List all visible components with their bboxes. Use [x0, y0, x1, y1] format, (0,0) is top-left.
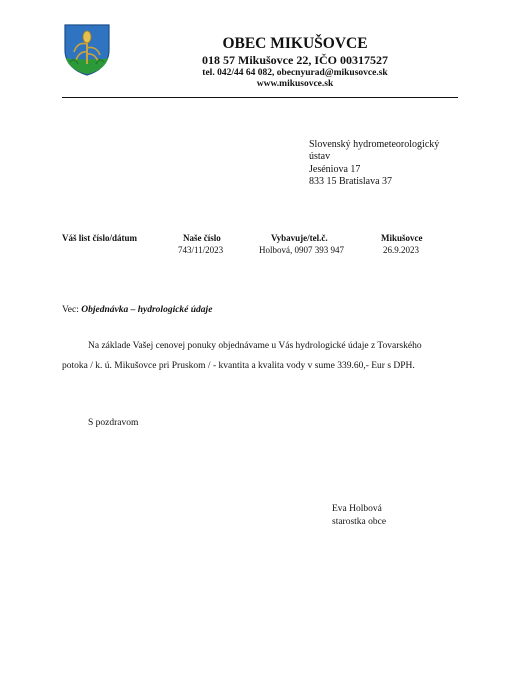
place-label: Mikušovce [381, 233, 423, 243]
body-line: potoka / k. ú. Mikušovce pri Pruskom / - kvantita a kvalita vody v sume 339.60,- Eur s DPH. [62, 361, 415, 371]
subject-text: Objednávka – hydrologické údaje [81, 305, 213, 315]
greeting: S pozdravom [88, 418, 139, 428]
handled-by-value: Holbová, 0907 393 947 [259, 245, 344, 255]
date-value: 26.9.2023 [383, 245, 419, 255]
recipient-address [309, 139, 469, 188]
body-line: Na základe Vašej cenovej ponuky objednávame u Vás hydrologické údaje z Tovarského [88, 341, 422, 351]
coat-of-arms-icon [64, 24, 110, 76]
our-number-value: 743/11/2023 [178, 245, 224, 255]
recipient-line: Jeséniova 17 [309, 163, 361, 175]
municipality-website: www.mikusovce.sk [256, 79, 334, 89]
municipality-contact: tel. 042/44 64 082, obecnyurad@mikusovce.sk [202, 68, 388, 78]
recipient-line: Slovenský hydrometeorologický [309, 139, 440, 150]
letter-body [62, 336, 458, 376]
signer-name: Eva Holbová [332, 504, 382, 514]
signature-block [332, 503, 386, 529]
signer-title: starostka obce [332, 517, 387, 527]
municipality-address: 018 57 Mikušovce 22, IČO 00317527 [202, 53, 388, 67]
subject-line [62, 305, 212, 315]
handled-by-label: Vybavuje/tel.č. [271, 233, 328, 243]
your-letter-label: Váš list číslo/dátum [62, 233, 138, 243]
recipient-line: ústav [309, 151, 331, 163]
our-number-label: Naše číslo [183, 233, 221, 243]
letterhead-divider [62, 97, 458, 98]
municipality-name: OBEC MIKUŠOVCE [222, 35, 368, 52]
subject-label: Vec: [62, 305, 79, 315]
recipient-line: 833 15 Bratislava 37 [309, 175, 393, 187]
